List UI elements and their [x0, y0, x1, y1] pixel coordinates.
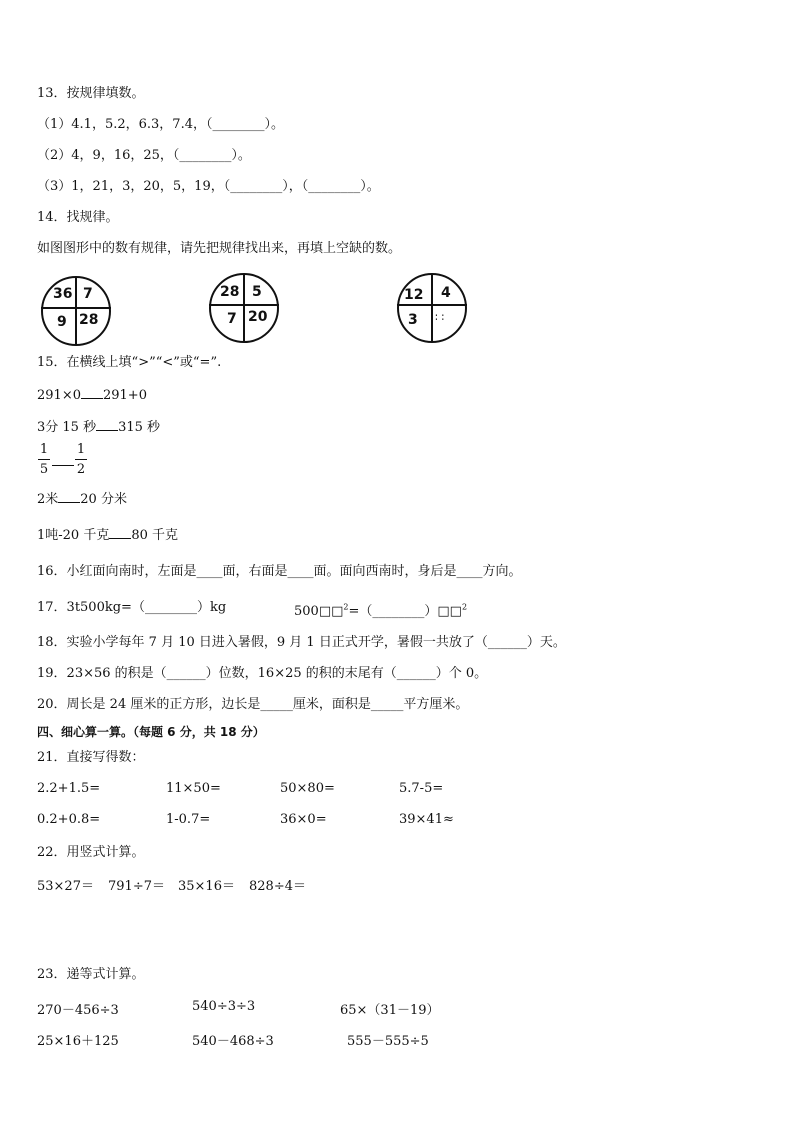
- q17-part-b: 500□□$^2$=（________）□□$^2$: [294, 602, 468, 619]
- circle-1-top-left: 36: [53, 286, 73, 302]
- q18: 18．实验小学每年 7 月 10 日进入暑假，9 月 1 日正式开学，暑假一共放了（______）天。: [37, 635, 566, 650]
- q15-item1: 291×0 291+0: [37, 388, 147, 403]
- q21-r1c1: 2.2+1.5=: [37, 781, 101, 796]
- q22-item3: 35×16＝: [178, 879, 235, 894]
- q13-part2: （2）4，9，16，25，（________）。: [37, 148, 251, 163]
- circle-3-top-right: 4: [441, 285, 451, 301]
- circle-1-bottom-left: 9: [57, 314, 67, 330]
- q22-title: 22．用竖式计算。: [37, 845, 145, 860]
- q15-item3: 2米 20 分米: [37, 492, 127, 507]
- q21-r2c3: 36×0=: [280, 812, 327, 827]
- circle-2-top-left: 28: [220, 284, 240, 300]
- circle-3-bottom-left: 3: [408, 312, 418, 328]
- circle-1-bottom-right: 28: [79, 312, 99, 328]
- q23-r2c3: 555－555÷5: [347, 1034, 429, 1049]
- q16: 16．小红面向南时，左面是____面，右面是____面。面向西南时，身后是____方向。: [37, 564, 522, 579]
- q15-item4: 1吨-20 千克 80 千克: [37, 528, 179, 543]
- q21-r2c2: 1-0.7=: [166, 812, 211, 827]
- q14-description: 如图图形中的数有规律，请先把规律找出来，再填上空缺的数。: [37, 241, 402, 256]
- q13-title: 13．按规律填数。: [37, 86, 145, 101]
- q21-r2c4: 39×41≈: [399, 812, 454, 827]
- circle-3-bottom-right: ∶ ∶: [435, 311, 445, 324]
- q20: 20．周长是 24 厘米的正方形，边长是_____厘米，面积是_____平方厘米。: [37, 697, 469, 712]
- q13-part3: （3）1，21，3，20，5，19，（________），（________）。: [37, 179, 380, 194]
- q21-r2c1: 0.2+0.8=: [37, 812, 101, 827]
- q19: 19．23×56 的积是（______）位数，16×25 的积的末尾有（______）个 0。: [37, 666, 488, 681]
- q22-item2: 791÷7＝: [108, 879, 165, 894]
- circle-2-top-right: 5: [252, 284, 262, 300]
- pattern-circle-2: [209, 273, 279, 343]
- fraction-one-half: 1 2: [76, 442, 86, 477]
- q17-part-a: 17．3t500kg=（________）kg: [37, 600, 227, 615]
- q23-r2c2: 540－468÷3: [192, 1034, 274, 1049]
- q21-title: 21．直接写得数：: [37, 750, 145, 765]
- q22-item4: 828÷4＝: [249, 879, 306, 894]
- circle-2-bottom-left: 7: [227, 311, 237, 327]
- q13-part1: （1）4.1，5.2，6.3，7.4，（________）。: [37, 117, 284, 132]
- q23-r2c1: 25×16＋125: [37, 1034, 119, 1049]
- q21-r1c4: 5.7-5=: [399, 781, 444, 796]
- q21-r1c2: 11×50=: [166, 781, 221, 796]
- fraction-one-fifth: 1 5: [39, 442, 49, 477]
- q22-item1: 53×27＝: [37, 879, 94, 894]
- circle-3-top-left: 12: [404, 287, 424, 303]
- circle-2-bottom-right: 20: [248, 309, 268, 325]
- q21-r1c3: 50×80=: [280, 781, 335, 796]
- q15-item2: 3分 15 秒 315 秒: [37, 420, 161, 435]
- pattern-circle-3: [397, 273, 467, 343]
- pattern-circle-1: [41, 276, 111, 346]
- section-4-heading: 四、细心算一算。（每题 6 分，共 18 分）: [37, 725, 265, 739]
- q23-r1c2: 540÷3÷3: [192, 999, 256, 1014]
- q23-r1c1: 270－456÷3: [37, 1003, 119, 1018]
- q14-title: 14．找规律。: [37, 210, 119, 225]
- q23-title: 23．递等式计算。: [37, 967, 145, 982]
- q15-fraction-blank: [52, 465, 74, 466]
- q15-title: 15．在横线上填“>”“<”或“=”.: [37, 355, 222, 370]
- circle-1-top-right: 7: [83, 286, 93, 302]
- q23-r1c3: 65×（31－19）: [340, 1003, 440, 1018]
